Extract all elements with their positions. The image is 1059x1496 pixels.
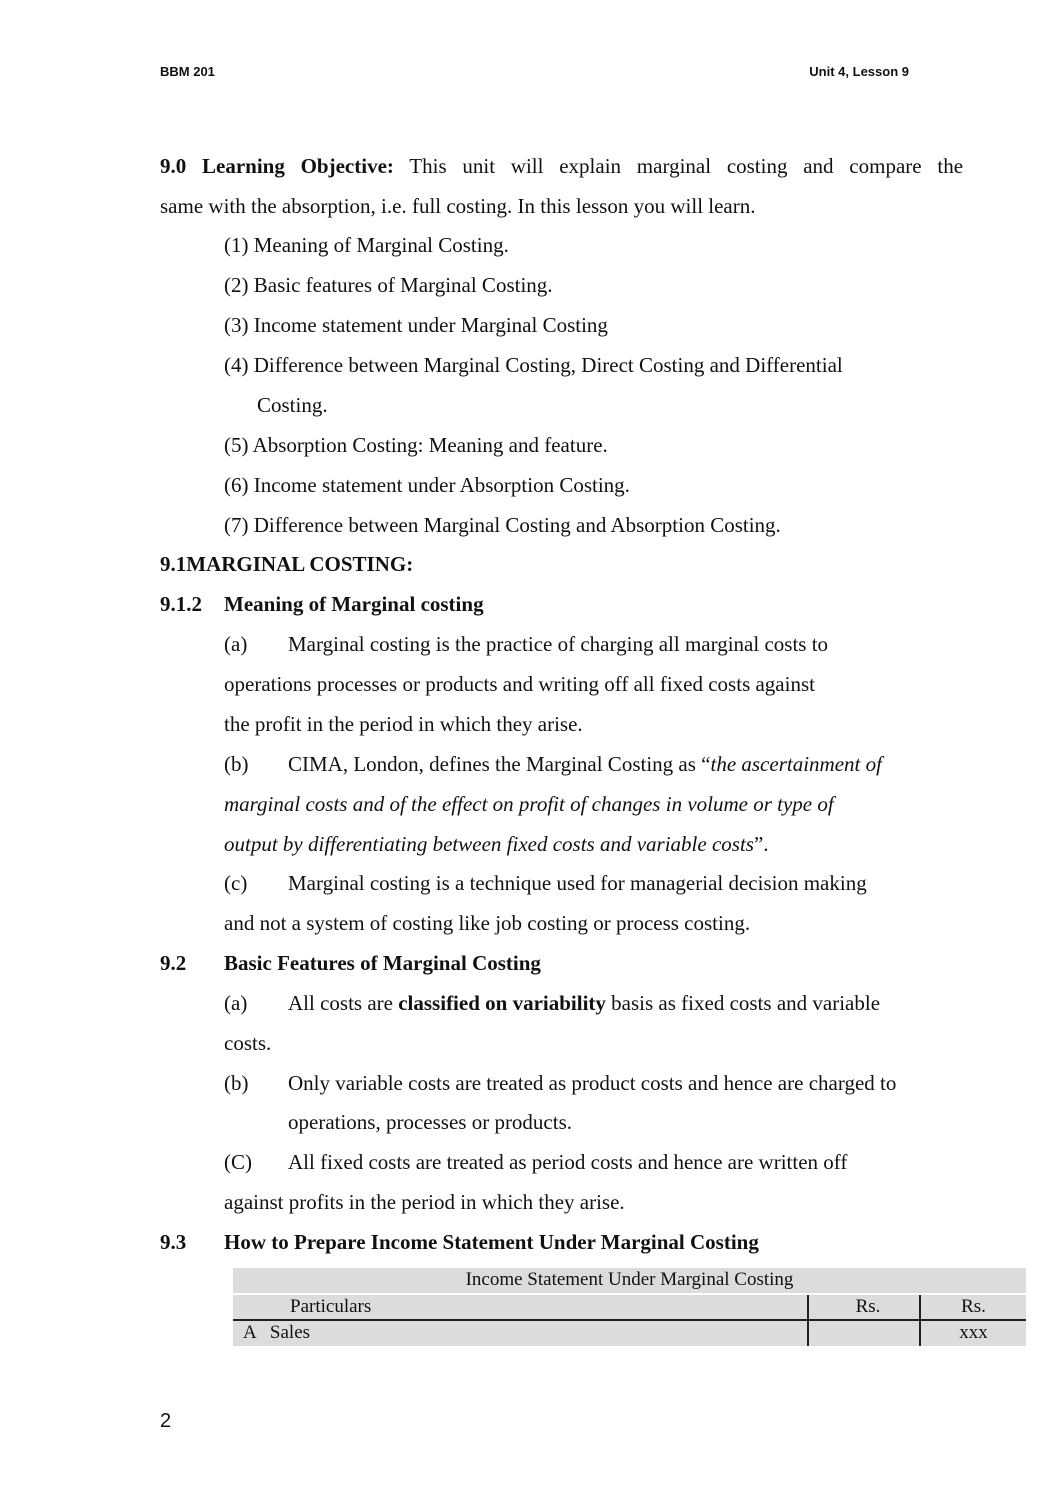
- section-title-9-1-2: Meaning of Marginal costing: [224, 592, 484, 616]
- objective-item: (1) Meaning of Marginal Costing.: [224, 233, 509, 257]
- table-header-particulars: Particulars: [233, 1295, 809, 1321]
- section-heading-9-1: 9.1MARGINAL COSTING:: [160, 552, 414, 576]
- objective-item-continuation: Costing.: [257, 393, 328, 417]
- objective-item: (2) Basic features of Marginal Costing.: [224, 273, 553, 297]
- running-header-unit: Unit 4, Lesson 9: [809, 64, 909, 79]
- table-cell-label: A Sales: [233, 1321, 809, 1346]
- objective-item: (3) Income statement under Marginal Costing: [224, 313, 608, 337]
- item-marker: (C): [224, 1150, 252, 1174]
- emphasis-text: classified on variability: [398, 991, 606, 1015]
- objective-item: (6) Income statement under Absorption Costing.: [224, 473, 630, 497]
- table-caption: Income Statement Under Marginal Costing: [465, 1269, 794, 1290]
- item-marker: (a): [224, 991, 248, 1015]
- cima-definition-line-3: output by differentiating between fixed costs and variable costs”.: [224, 832, 769, 856]
- paragraph-line: against profits in the period in which they arise.: [224, 1190, 625, 1214]
- page-number: 2: [160, 1410, 172, 1432]
- section-number-9-3: 9.3: [160, 1230, 187, 1254]
- intro-paragraph-line-1: 9.0 Learning Objective: This unit will explain marginal costing and compare the: [160, 154, 964, 178]
- item-marker: (b): [224, 1071, 249, 1095]
- section-title-9-2: Basic Features of Marginal Costing: [224, 951, 541, 975]
- table-header-rs: Rs.: [809, 1295, 921, 1321]
- cima-definition-line-2: marginal costs and of the effect on profit of changes in volume or type of: [224, 792, 834, 816]
- intro-paragraph-line-2: same with the absorption, i.e. full costing. In this lesson you will learn.: [160, 194, 756, 218]
- paragraph-line: operations, processes or products.: [288, 1110, 573, 1134]
- table-caption-row: [233, 1268, 1026, 1293]
- objective-item: (5) Absorption Costing: Meaning and feature.: [224, 433, 608, 457]
- paragraph-line: All fixed costs are treated as period costs and hence are written off: [288, 1150, 848, 1174]
- paragraph-line: Marginal costing is the practice of charging all marginal costs to: [288, 632, 829, 656]
- paragraph-line: Marginal costing is a technique used for managerial decision making: [288, 871, 867, 895]
- item-marker: (b): [224, 752, 249, 776]
- table-cell-rs: [809, 1321, 921, 1346]
- cima-definition-line-1: CIMA, London, defines the Marginal Costing as “the ascertainment of: [288, 752, 882, 776]
- item-marker: (a): [224, 632, 248, 656]
- objective-item: (7) Difference between Marginal Costing and Absorption Costing.: [224, 513, 781, 537]
- table-cell-rs: xxx: [959, 1322, 988, 1343]
- paragraph-line: costs.: [224, 1031, 272, 1055]
- table-header-rs: Rs.: [961, 1296, 986, 1317]
- running-header-course: BBM 201: [160, 64, 215, 79]
- section-number-9-1-2: 9.1.2: [160, 592, 202, 616]
- table-header-row: [233, 1293, 1026, 1321]
- paragraph-line: and not a system of costing like job costing or process costing.: [224, 911, 751, 935]
- learning-objective-heading: 9.0 Learning Objective:: [160, 154, 394, 178]
- paragraph-line: the profit in the period in which they arise.: [224, 712, 583, 736]
- section-number-9-2: 9.2: [160, 951, 187, 975]
- paragraph-line: operations processes or products and writing off all fixed costs against: [224, 672, 815, 696]
- objective-item: (4) Difference between Marginal Costing, Direct Costing and Differential: [224, 353, 843, 377]
- section-title-9-3: How to Prepare Income Statement Under Marginal Costing: [224, 1230, 759, 1254]
- paragraph-line: All costs are classified on variability basis as fixed costs and variable: [288, 991, 881, 1015]
- table-row: [233, 1319, 1026, 1346]
- item-marker: (c): [224, 871, 248, 895]
- paragraph-line: Only variable costs are treated as product costs and hence are charged to: [288, 1071, 897, 1095]
